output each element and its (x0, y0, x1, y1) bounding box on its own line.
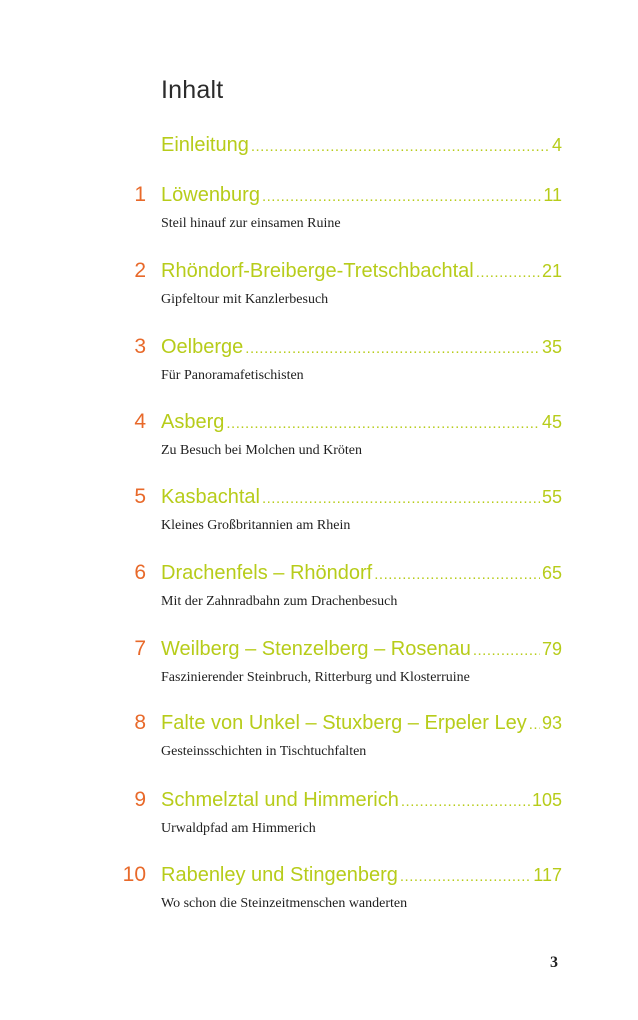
dot-leader (245, 337, 540, 361)
entry-title: Löwenburg (161, 184, 260, 206)
entry-page: 93 (541, 713, 562, 733)
page-title: Inhalt (161, 76, 224, 104)
toc-line (161, 410, 562, 436)
entry-number: 6 (134, 561, 146, 584)
entry-number: 1 (134, 183, 146, 206)
entry-number: 4 (134, 410, 146, 433)
entry-number: 10 (122, 863, 146, 886)
dot-leader (401, 790, 530, 814)
entry-page: 21 (541, 261, 562, 281)
toc-line (161, 183, 562, 209)
entry-title: Kasbachtal (161, 486, 260, 508)
entry-subtitle: Wo schon die Steinzeitmenschen wanderten (161, 896, 408, 911)
entry-number: 3 (134, 335, 146, 358)
entry-title: Einleitung (161, 134, 249, 156)
toc-line (161, 637, 562, 663)
entry-number: 9 (134, 788, 146, 811)
toc-line (161, 711, 562, 737)
entry-subtitle: Faszinierender Steinbruch, Ritterburg und Klosterruine (161, 670, 470, 685)
entry-title: Schmelztal und Himmerich (161, 789, 399, 811)
entry-number: 2 (134, 259, 146, 282)
entry-page: 65 (541, 563, 562, 583)
toc-line (161, 788, 562, 814)
entry-title: Rabenley und Stingenberg (161, 864, 398, 886)
entry-page: 117 (533, 865, 562, 885)
toc-line (161, 259, 562, 285)
page-number: 3 (550, 954, 558, 971)
entry-number: 8 (134, 711, 146, 734)
dot-leader (476, 261, 540, 285)
toc-line (161, 335, 562, 361)
dot-leader (529, 713, 540, 737)
entry-page: 11 (543, 185, 562, 205)
toc-line (161, 561, 562, 587)
dot-leader (262, 487, 540, 511)
entry-number: 5 (134, 485, 146, 508)
entry-title: Drachenfels – Rhöndorf (161, 562, 373, 584)
entry-page: 105 (531, 790, 562, 810)
entry-title: Falte von Unkel – Stuxberg – Erpeler Ley (161, 712, 527, 734)
entry-title: Asberg (161, 411, 225, 433)
entry-subtitle: Mit der Zahnradbahn zum Drachenbesuch (161, 594, 398, 609)
entry-title: Rhöndorf-Breiberge-Tretschbachtal (161, 260, 474, 282)
dot-leader (226, 412, 540, 436)
entry-number: 7 (134, 637, 146, 660)
toc-line (161, 863, 562, 889)
dot-leader (473, 639, 540, 663)
entry-subtitle: Für Panoramafetischisten (161, 368, 304, 383)
entry-title: Weilberg – Stenzelberg – Rosenau (161, 638, 471, 660)
entry-page: 4 (551, 135, 562, 155)
entry-title: Oelberge (161, 336, 244, 358)
entry-page: 55 (541, 487, 562, 507)
entry-page: 35 (541, 337, 562, 357)
dot-leader (251, 135, 550, 159)
entry-page: 79 (541, 639, 562, 659)
dot-leader (374, 563, 540, 587)
toc-line (161, 485, 562, 511)
entry-subtitle: Zu Besuch bei Molchen und Kröten (161, 443, 363, 458)
dot-leader (400, 865, 531, 889)
entry-subtitle: Urwaldpfad am Himmerich (161, 821, 316, 836)
entry-subtitle: Kleines Großbritannien am Rhein (161, 518, 351, 533)
entry-subtitle: Steil hinauf zur einsamen Ruine (161, 216, 341, 231)
entry-subtitle: Gesteinsschichten in Tischtuchfalten (161, 744, 367, 759)
dot-leader (262, 185, 541, 209)
entry-page: 45 (541, 412, 562, 432)
toc-line (161, 133, 562, 159)
entry-subtitle: Gipfeltour mit Kanzlerbesuch (161, 292, 329, 307)
